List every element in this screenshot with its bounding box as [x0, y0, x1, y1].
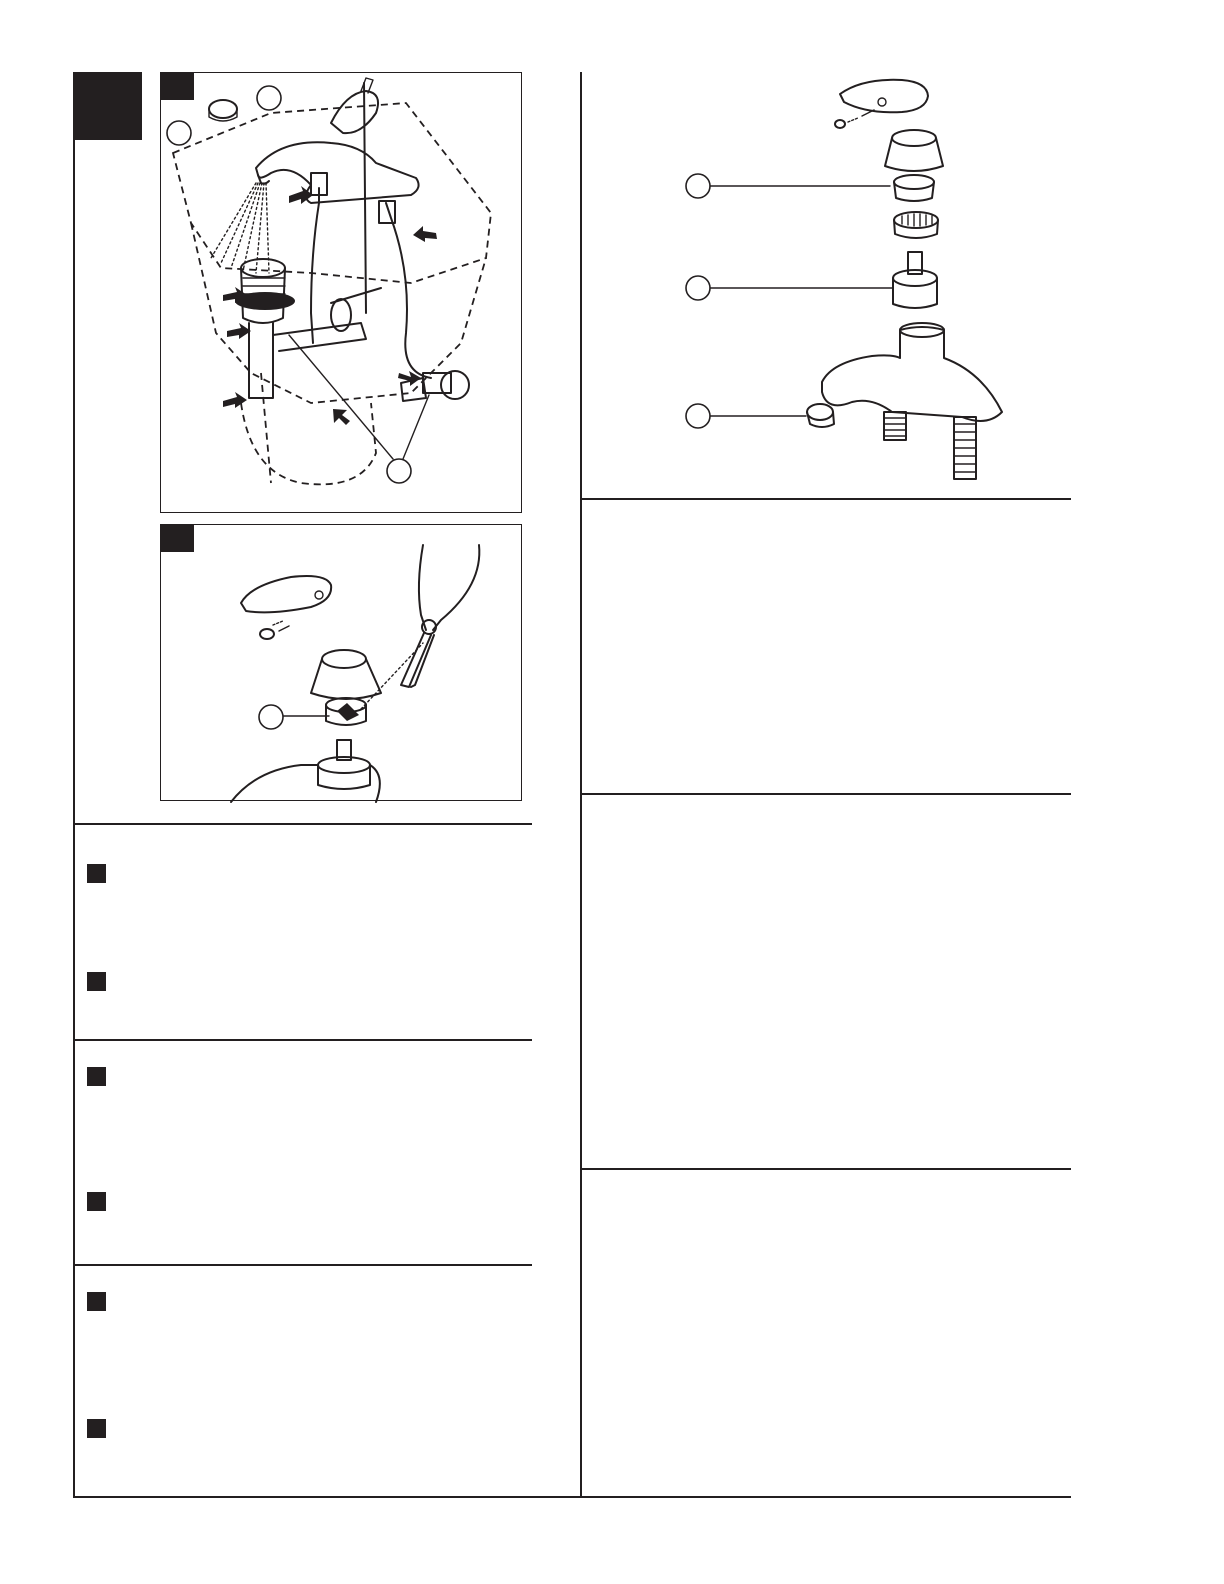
exploded-parts-drawing	[582, 72, 1072, 492]
section-divider	[580, 498, 1071, 500]
callout-circle	[686, 404, 710, 428]
bottom-border-line	[73, 1496, 1071, 1498]
step-marker	[87, 1192, 106, 1211]
step-marker	[87, 864, 106, 883]
callout-circle	[686, 174, 710, 198]
faucet-installation-drawing	[161, 73, 523, 514]
left-border-line	[73, 72, 75, 1497]
callout-circle	[257, 86, 281, 110]
section-divider	[73, 1264, 532, 1266]
section-header-block	[74, 72, 142, 140]
callout-circle	[686, 276, 710, 300]
section-divider	[73, 823, 532, 825]
section-divider	[580, 793, 1071, 795]
callout-circle	[387, 459, 411, 483]
cartridge-removal-drawing	[161, 525, 523, 802]
section-divider	[580, 1168, 1071, 1170]
step-marker	[87, 1419, 106, 1438]
step-marker	[87, 972, 106, 991]
section-divider	[73, 1039, 532, 1041]
callout-circle	[167, 121, 191, 145]
figure-panel-cartridge-removal	[160, 524, 522, 801]
callout-circle	[259, 705, 283, 729]
step-marker	[87, 1292, 106, 1311]
step-marker	[87, 1067, 106, 1086]
figure-panel-installation	[160, 72, 522, 513]
